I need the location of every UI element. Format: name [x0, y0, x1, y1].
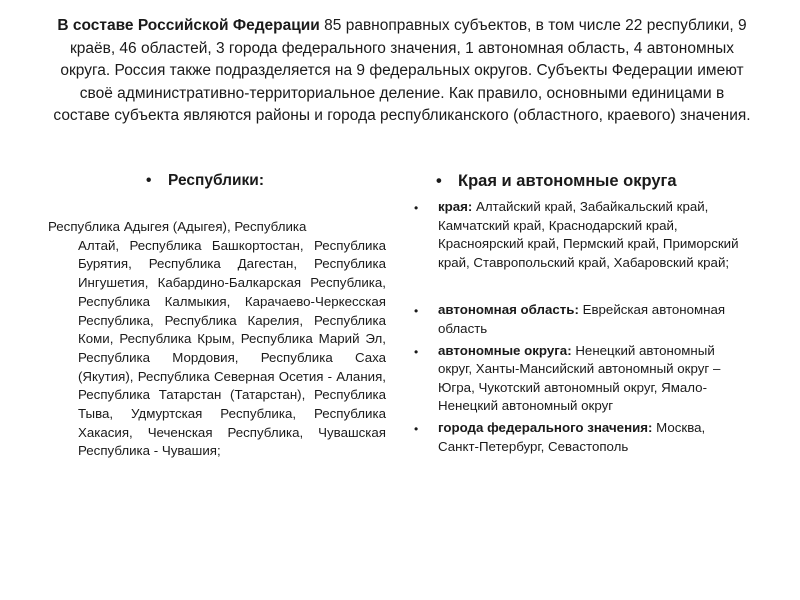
republics-list-rest: Алтай, Республика Башкортостан, Республика Бурятия, Республика Дагестан, Республика Ингушетия, Кабардино-Балкарская Республика, Республика Калмыкия, Карачаево-Черкесская Республика, Республика Карелия, Республика Коми, Республика Крым, Республика Марий Эл, Республика Мордовия, Республика Саха (Якутия), Республика Северная Осетия - Алания, Республика Татарстан (Татарстан), Республика Тыва, Удмуртская Республика, Республика Хакасия, Чеченская Республика, Чувашская Республика - Чувашия; [78, 237, 386, 459]
bullet-icon: • [146, 172, 152, 189]
list-item-autonomous-okrugs [414, 342, 762, 416]
item-label: автономные округа: [438, 342, 572, 358]
bullet-icon: • [414, 304, 419, 319]
item-label: города федерального значения: [438, 419, 653, 435]
bullet-icon: • [414, 421, 419, 436]
republics-heading-text: Республики: [168, 172, 264, 189]
item-label: автономная область: [438, 302, 579, 318]
republics-list [48, 218, 386, 461]
bullet-icon: • [414, 201, 419, 215]
item-text: Еврейская автономная область [438, 302, 726, 336]
intro-paragraph [52, 15, 752, 128]
bullet-icon: • [414, 344, 419, 359]
republics-column [48, 170, 386, 459]
list-item-krai [414, 198, 762, 272]
item-text: Москва, Санкт-Петербург, Севастополь [438, 419, 706, 454]
item-text: Ненецкий автономный округ, Ханты-Мансийский автономный округ – Югра, Чукотский автономный округ, Ямало-Ненецкий автономный округ [438, 342, 721, 414]
list-item-autonomous-oblast [414, 301, 762, 338]
item-label: края: [438, 199, 473, 214]
intro-text: 85 равноправных субъектов, в том числе 22 республики, 9 краёв, 46 областей, 3 города федерального значения, 1 автономная область, 4 автономных округа. Россия также подразделяется на 9 федеральных округов. Субъекты Федерации имеют своё административно-территориальное деление. Как правило, основными единицами в составе субъекта являются районы и города республиканского (областного, краевого) значения. [53, 17, 751, 124]
list-item-federal-cities [414, 419, 762, 456]
intro-bold: В составе Российской Федерации [57, 17, 320, 34]
item-text: Алтайский край, Забайкальский край, Камчатский край, Краснодарский край, Красноярский край, Пермский край, Приморский край, Ставропольский край, Хабаровский край; [438, 199, 739, 270]
krai-heading [436, 170, 762, 192]
republics-heading [146, 170, 386, 192]
republics-list-first: Республика Адыгея (Адыгея), Республика [48, 219, 307, 234]
krai-column [412, 170, 762, 456]
bullet-icon: • [436, 172, 442, 190]
krai-heading-text: Края и автономные округа [458, 172, 677, 190]
